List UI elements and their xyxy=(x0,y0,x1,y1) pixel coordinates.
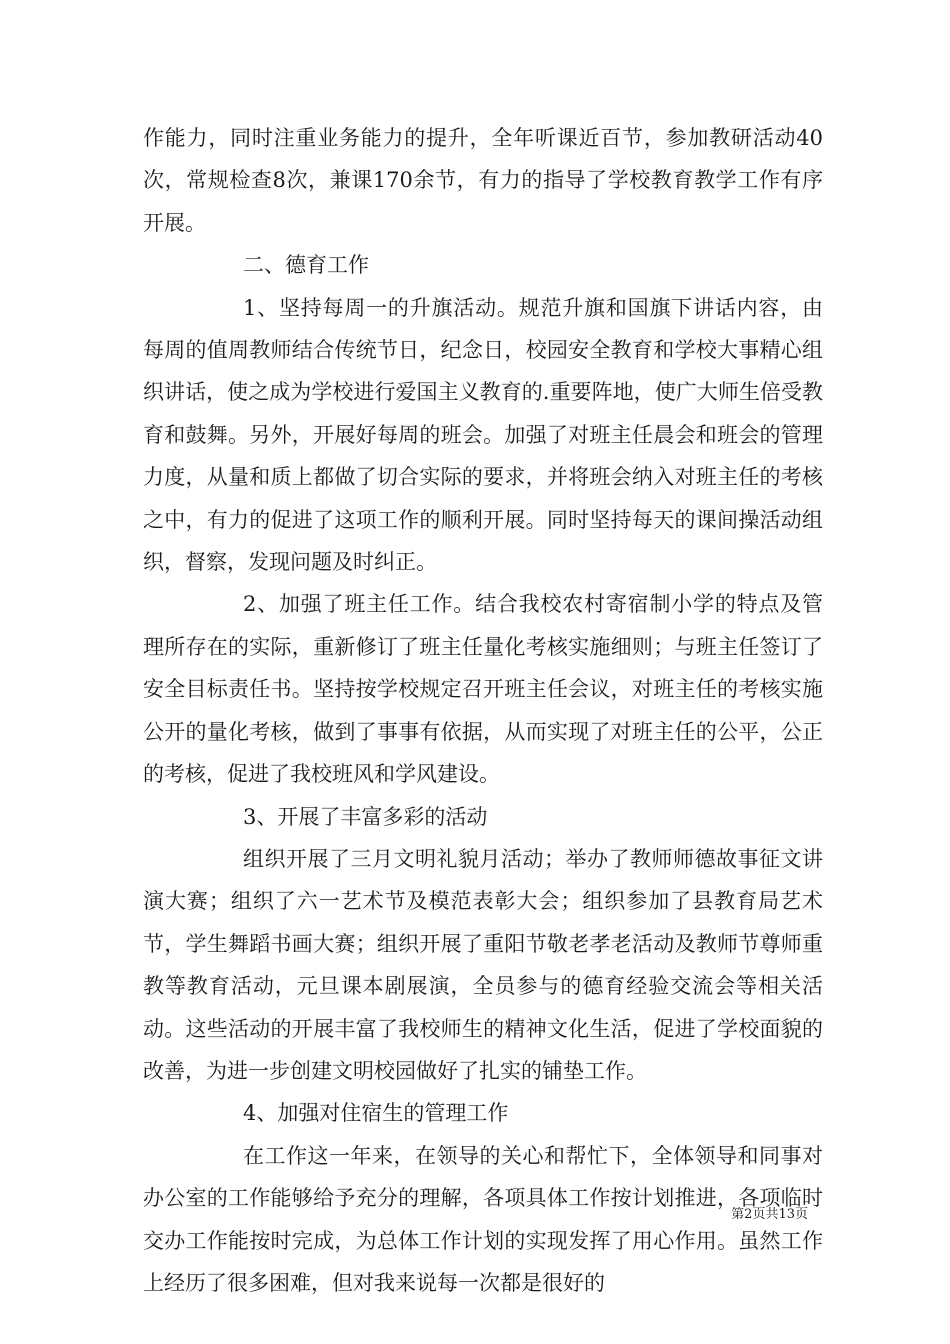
document-body xyxy=(143,117,823,1304)
subheading-boarding-management: 4、加强对住宿生的管理工作 xyxy=(243,1101,509,1126)
paragraph-head-teacher-work: 2、加强了班主任工作。结合我校农村寄宿制小学的特点及管理所存在的实际，重新修订了班主任量化考核实施细则；与班主任签订了安全目标责任书。坚持按学校规定召开班主任会议，对班主任的考核实施公开的量化考核，做到了事事有依据，从而实现了对班主任的公平，公正的考核，促进了我校班风和学风建设。 xyxy=(143,592,823,787)
section-heading-moral-education: 二、德育工作 xyxy=(243,253,369,278)
page-number-footer: 第2页共13页 xyxy=(731,1207,808,1222)
paragraph-office-work: 在工作这一年来，在领导的关心和帮忙下，全体领导和同事对办公室的工作能够给予充分的理解，各项具体工作按计划推进，各项临时交办工作能按时完成，为总体工作计划的实现发挥了用心作用。虽然工作上经历了很多困难，但对我来说每一次都是很好的 xyxy=(143,1143,823,1295)
subheading-activities: 3、开展了丰富多彩的活动 xyxy=(243,804,488,829)
paragraph-continuation: 作能力，同时注重业务能力的提升，全年听课近百节，参加教研活动40次，常规检查8次，兼课170余节，有力的指导了学校教育教学工作有序开展。 xyxy=(143,126,823,235)
paragraph-activities: 组织开展了三月文明礼貌月活动；举办了教师师德故事征文讲演大赛；组织了六一艺术节及模范表彰大会；组织参加了县教育局艺术节，学生舞蹈书画大赛；组织开展了重阳节敬老孝老活动及教师节尊师重教等教育活动，元旦课本剧展演，全员参与的德育经验交流会等相关活动。这些活动的开展丰富了我校师生的精神文化生活，促进了学校面貌的改善，为进一步创建文明校园做好了扎实的铺垫工作。 xyxy=(143,846,823,1083)
paragraph-flag-raising: 1、坚持每周一的升旗活动。规范升旗和国旗下讲话内容，由每周的值周教师结合传统节日，纪念日，校园安全教育和学校大事精心组织讲话，使之成为学校进行爱国主义教育的.重要阵地，使广大师生倍受教育和鼓舞。另外，开展好每周的班会。加强了对班主任晨会和班会的管理力度，从量和质上都做了切合实际的要求，并将班会纳入对班主任的考核之中，有力的促进了这项工作的顺利开展。同时坚持每天的课间操活动组织，督察，发现问题及时纠正。 xyxy=(143,295,823,575)
